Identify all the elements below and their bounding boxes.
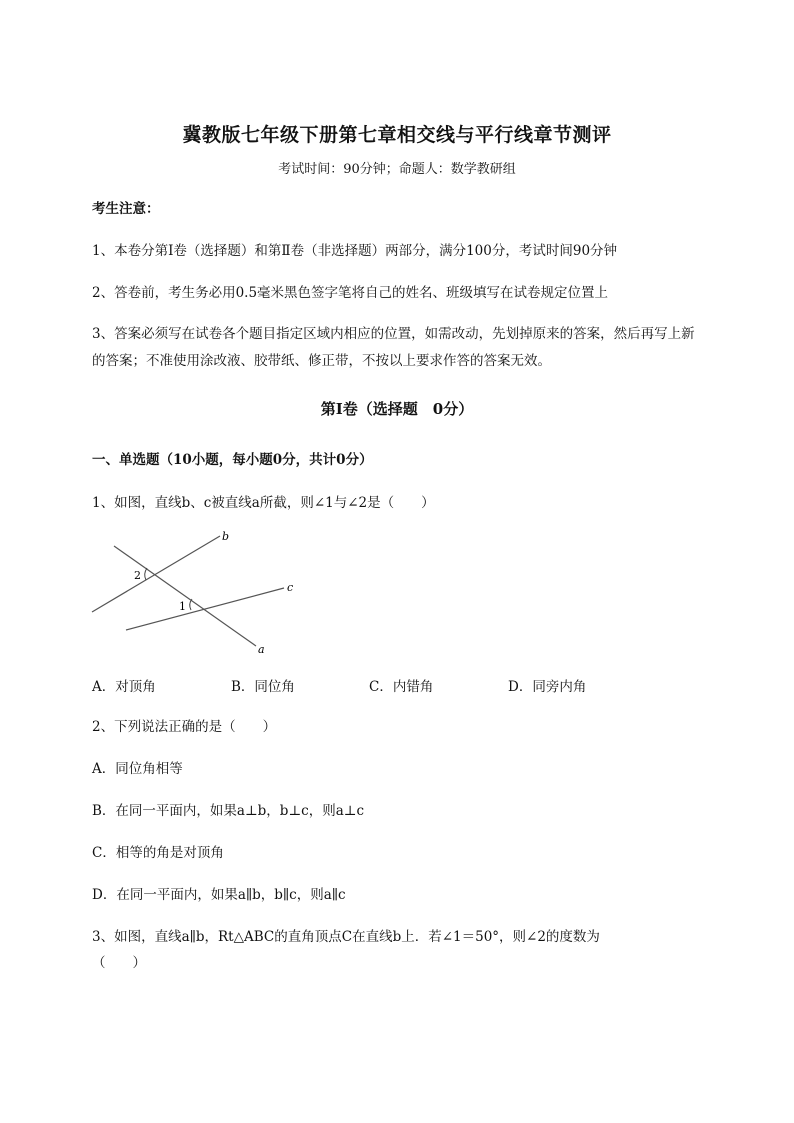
label-c: c bbox=[287, 581, 294, 594]
question-1-option-a[interactable]: A．对顶角 bbox=[92, 679, 156, 695]
label-angle-1: 1 bbox=[179, 600, 186, 613]
notice-heading: 考生注意： bbox=[92, 201, 160, 217]
question-2-option-c[interactable]: C．相等的角是对顶角 bbox=[92, 845, 224, 861]
angle-2-arc bbox=[145, 568, 147, 580]
label-b: b bbox=[222, 530, 230, 543]
page-title: 冀教版七年级下册第七章相交线与平行线章节测评 bbox=[182, 124, 612, 146]
intersecting-lines-diagram bbox=[88, 528, 308, 658]
question-1-figure bbox=[88, 528, 308, 658]
page-subtitle: 考试时间：90分钟；命题人：数学教研组 bbox=[278, 162, 516, 177]
notice-item-2: 2、答卷前，考生务必用0.5毫米黑色签字笔将自己的姓名、班级填写在试卷规定位置上 bbox=[92, 285, 609, 301]
notice-item-1: 1、本卷分第I卷（选择题）和第Ⅱ卷（非选择题）两部分，满分100分，考试时间90分钟 bbox=[92, 243, 618, 259]
label-a: a bbox=[258, 643, 265, 656]
question-2-option-b[interactable]: B．在同一平面内，如果a⊥b，b⊥c，则a⊥c bbox=[92, 803, 365, 819]
line-a bbox=[114, 546, 256, 646]
question-1-stem: 1、如图，直线b、c被直线a所截，则∠1与∠2是（ ） bbox=[92, 495, 435, 511]
question-1-option-d[interactable]: D．同旁内角 bbox=[508, 679, 587, 695]
line-c bbox=[126, 588, 284, 630]
question-2-option-a[interactable]: A．同位角相等 bbox=[92, 761, 183, 777]
question-1-option-b[interactable]: B．同位角 bbox=[231, 679, 295, 695]
notice-item-3: 3、答案必须写在试卷各个题目指定区域内相应的位置，如需改动，先划掉原来的答案，然后再写上新的答案；不准使用涂改液、胶带纸、修正带，不按以上要求作答的答案无效。 bbox=[92, 326, 695, 369]
question-3-stem-cont: （ ） bbox=[92, 955, 146, 971]
question-2-option-d[interactable]: D．在同一平面内，如果a∥b，b∥c，则a∥c bbox=[92, 887, 346, 903]
line-b bbox=[92, 536, 220, 612]
question-1-option-c[interactable]: C．内错角 bbox=[369, 679, 434, 695]
label-angle-2: 2 bbox=[134, 569, 141, 582]
question-3-stem: 3、如图，直线a∥b，Rt△ABC的直角顶点C在直线b上．若∠1＝50°，则∠2的度数为 bbox=[92, 929, 600, 945]
question-2-stem: 2、下列说法正确的是（ ） bbox=[92, 719, 277, 735]
question-1-options bbox=[92, 674, 712, 700]
part-heading: 一、单选题（10小题，每小题0分，共计0分） bbox=[92, 452, 373, 468]
section-title: 第I卷（选择题 0分） bbox=[320, 400, 474, 418]
